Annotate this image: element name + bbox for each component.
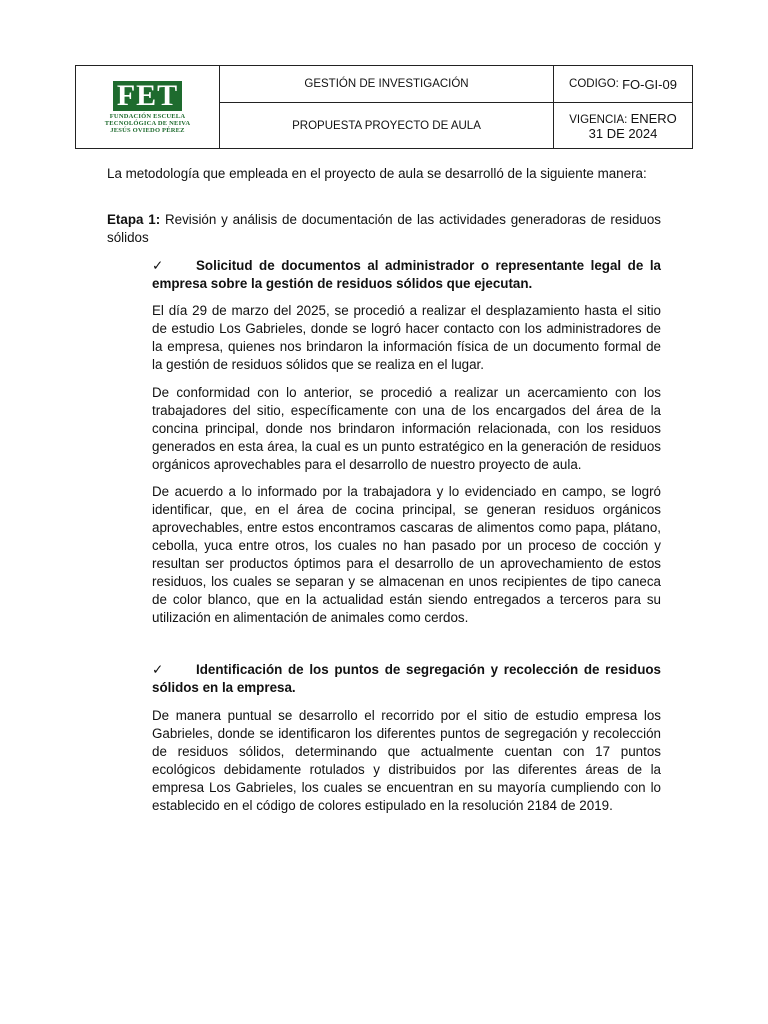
vigencia-label: VIGENCIA: <box>569 113 628 126</box>
vigencia-cell <box>554 103 692 148</box>
logo <box>76 66 220 148</box>
logo-line-3: JESÚS OVIEDO PÉREZ <box>110 126 185 134</box>
paragraph-3: De acuerdo a lo informado por la trabajadora y lo evidenciado en campo, se logró identificar, que, en el área de cocina principal, se generan residuos orgánicos aprovechables, entre estos encontramos cascaras de alimentos como papa, plátano, cebolla, yuca entre otros, los cuales no han pasado por un proceso de cocción y resultan ser productos óptimos para el desarrollo de un aprovechamiento de estos residuos, los cuales se separan y se almacenan en unos recipientes de tipo caneca de color blanco, que en la actualidad están siendo entregados a terceros para su utilización en alimentación de animales como cerdos. <box>152 484 661 625</box>
logo-line-1: FUNDACIÓN ESCUELA <box>109 112 186 120</box>
header-subtitle: PROPUESTA PROYECTO DE AULA <box>220 103 554 148</box>
bullet-item-2 <box>152 661 661 697</box>
codigo-label: CODIGO: <box>569 78 619 90</box>
logo-mark: FET <box>113 81 182 111</box>
bullet-2-text: Identificación de los puntos de segregación y recolección de residuos sólidos en la empresa. <box>152 662 661 695</box>
paragraph-4: De manera puntual se desarrollo el recorrido por el sitio de estudio empresa los Gabrieles, donde se identificaron los diferentes puntos de segregación y recolección de residuos sólidos, determinando que actualmente cuentan con 17 puntos ecológicos debidamente rotulados y distribuidos por las diferentes áreas de la empresa Los Gabrieles, los cuales se encuentran en su mayoría cumpliendo con lo establecido en el código de colores estipulado en la resolución 2184 de 2019. <box>152 708 661 813</box>
vigencia-value-2: 31 DE 2024 <box>588 125 658 141</box>
bullet-item-1 <box>152 257 661 293</box>
etapa-paragraph <box>107 211 661 247</box>
paragraph-1: El día 29 de marzo del 2025, se procedió a realizar el desplazamiento hasta el sitio de estudio Los Gabrieles, donde se logró hacer contacto con los administradores de la empresa, quienes nos brindaron la información física de un documento formal de la gestión de residuos sólidos que se realiza en el lugar. <box>152 303 661 372</box>
codigo-value: FO-GI-09 <box>622 76 677 92</box>
header-table <box>75 65 693 149</box>
logo-line-2: TECNOLÓGICA DE NEIVA <box>104 119 191 127</box>
etapa-text: Revisión y análisis de documentación de las actividades generadoras de residuos sólidos <box>107 212 662 245</box>
etapa-label: Etapa 1: <box>107 212 161 227</box>
paragraph-2: De conformidad con lo anterior, se procedió a realizar un acercamiento con los trabajadores del sitio, específicamente con una de los encargados del área de la concina principal, donde nos brindaron información relacionada, con los residuos generados en esta área, la cual es un punto estratégico en la generación de residuos orgánicos aprovechables para el desarrollo de nuestro proyecto de aula. <box>152 385 661 472</box>
intro-paragraph: La metodología que empleada en el proyecto de aula se desarrolló de la siguiente manera: <box>107 166 647 181</box>
bullet-1-text: Solicitud de documentos al administrador o representante legal de la empresa sobre la gestión de residuos sólidos que ejecutan. <box>152 258 661 291</box>
codigo-cell <box>554 66 692 103</box>
vigencia-value-1: ENERO <box>630 110 677 126</box>
checkmark-icon: ✓ <box>152 258 164 273</box>
checkmark-icon: ✓ <box>152 662 164 677</box>
header-title: GESTIÓN DE INVESTIGACIÓN <box>220 66 554 103</box>
